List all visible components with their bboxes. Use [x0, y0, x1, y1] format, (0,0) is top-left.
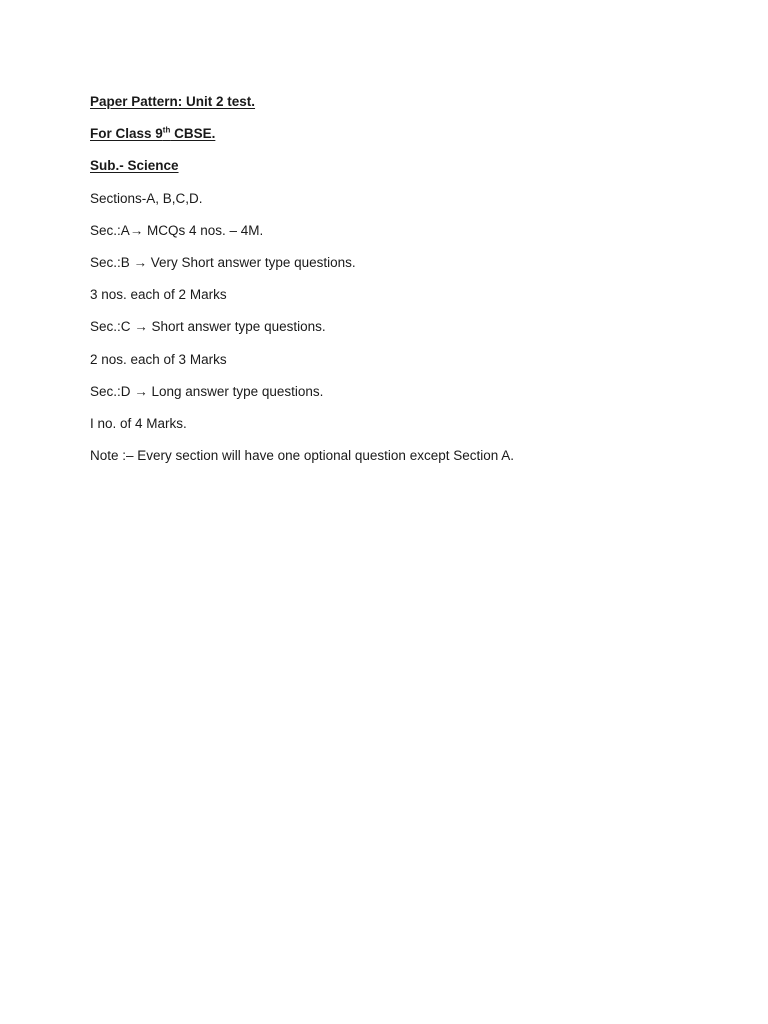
class-heading	[90, 124, 690, 144]
class-heading-prefix: For Class 9	[90, 126, 163, 142]
section-b-line: Sec.:B → Very Short answer type questions.	[90, 254, 356, 270]
sections-line: Sections-A, B,C,D.	[90, 190, 203, 206]
section-c-line: Sec.:C → Short answer type questions.	[90, 319, 326, 335]
class-heading-superscript: th	[162, 125, 171, 135]
class-heading-suffix: CBSE.	[170, 126, 216, 142]
section-c-marks-line: 2 nos. each of 3 Marks	[90, 351, 227, 367]
subject-heading: Sub.- Science	[90, 158, 179, 174]
document-body	[90, 92, 690, 478]
section-d-marks-line: I no. of 4 Marks.	[90, 415, 187, 431]
section-b-marks-line: 3 nos. each of 2 Marks	[90, 287, 227, 303]
note-line: Note :– Every section will have one optional question except Section A.	[90, 448, 515, 464]
section-a-line: Sec.:A→ MCQs 4 nos. – 4M.	[90, 222, 264, 238]
paper-pattern-heading: Paper Pattern: Unit 2 test.	[90, 94, 256, 109]
section-d-line: Sec.:D → Long answer type questions.	[90, 383, 324, 399]
